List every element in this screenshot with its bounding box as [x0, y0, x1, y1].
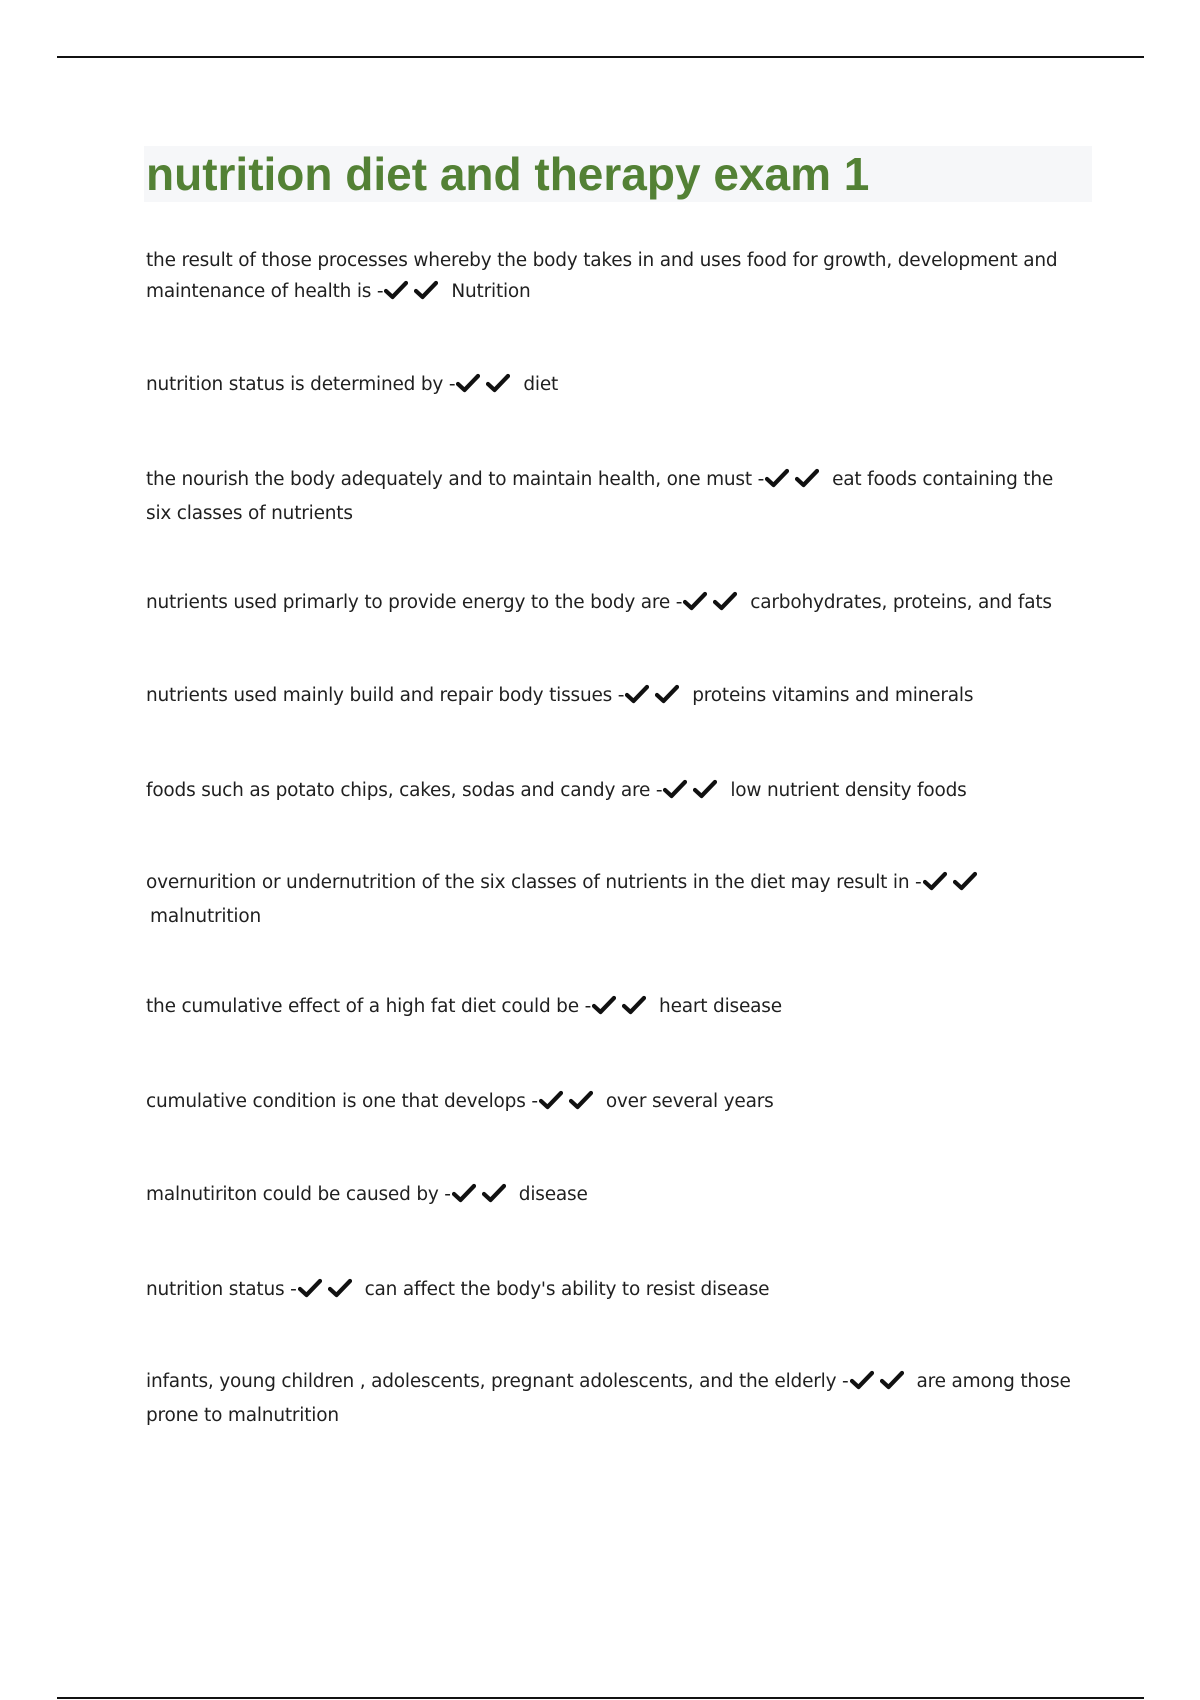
double-check-mark — [539, 1089, 599, 1120]
check-icon — [663, 779, 687, 799]
question-text: nutrition status is determined by — [146, 374, 444, 395]
check-icon — [539, 1090, 563, 1110]
qa-item — [146, 1366, 1076, 1431]
question-text: infants, young children , adolescents, pregnant adolescents, and the elderly — [146, 1371, 837, 1392]
answer-text: carbohydrates, proteins, and fats — [750, 592, 1052, 613]
double-check-mark — [765, 467, 825, 498]
separator: - — [443, 374, 456, 395]
separator: - — [909, 872, 922, 893]
answer-text: Nutrition — [451, 281, 531, 302]
double-check-mark — [625, 683, 685, 714]
double-check-mark — [850, 1369, 910, 1400]
answer-text: proteins vitamins and minerals — [692, 685, 974, 706]
answer-text: over several years — [605, 1091, 774, 1112]
separator: - — [650, 780, 663, 801]
qa-item — [146, 1179, 1076, 1213]
check-icon — [452, 1183, 476, 1203]
separator: - — [438, 1184, 451, 1205]
question-text: overnurition or undernutrition of the six classes of nutrients in the diet may result in — [146, 872, 910, 893]
double-check-mark — [592, 994, 652, 1025]
check-icon — [923, 871, 947, 891]
question-text: the result of those processes whereby the body takes in and uses food for growth, development and maintenance of health is — [146, 250, 1058, 302]
double-check-mark — [298, 1277, 358, 1308]
top-rule — [57, 56, 1144, 58]
question-text: nutrition status — [146, 1279, 285, 1300]
qa-item — [146, 245, 1076, 310]
question-text: cumulative condition is one that develops — [146, 1091, 526, 1112]
qa-item — [146, 587, 1076, 621]
separator: - — [578, 996, 592, 1017]
check-icon — [625, 684, 649, 704]
qa-item — [146, 775, 1076, 809]
qa-item — [146, 369, 1076, 403]
check-icon — [456, 373, 480, 393]
qa-item — [146, 1086, 1076, 1120]
check-icon — [953, 871, 977, 891]
check-icon — [384, 280, 408, 300]
separator: - — [751, 469, 765, 490]
double-check-mark — [384, 279, 444, 310]
separator: - — [284, 1279, 297, 1300]
check-icon — [569, 1090, 593, 1110]
separator: - — [371, 281, 384, 302]
check-icon — [592, 995, 616, 1015]
answer-text: are among those prone to malnutrition — [146, 1371, 1071, 1426]
bottom-rule — [57, 1697, 1144, 1699]
question-text: foods such as potato chips, cakes, sodas and candy are — [146, 780, 651, 801]
separator: - — [612, 685, 625, 706]
separator: - — [525, 1091, 538, 1112]
check-icon — [298, 1278, 322, 1298]
check-icon — [693, 779, 717, 799]
answer-text: low nutrient density foods — [730, 780, 967, 801]
qa-item — [146, 1274, 1076, 1308]
question-text: the nourish the body adequately and to maintain health, one must — [146, 469, 752, 490]
double-check-mark — [683, 590, 743, 621]
check-icon — [765, 468, 789, 488]
qa-item — [146, 867, 1076, 932]
check-icon — [683, 591, 707, 611]
check-icon — [486, 373, 510, 393]
check-icon — [795, 468, 819, 488]
check-icon — [328, 1278, 352, 1298]
check-icon — [850, 1370, 874, 1390]
qa-item — [146, 991, 1076, 1025]
double-check-mark — [663, 778, 723, 809]
answer-text: disease — [518, 1184, 588, 1205]
check-icon — [880, 1370, 904, 1390]
answer-text: malnutrition — [150, 906, 261, 927]
qa-item — [146, 680, 1076, 714]
answer-text: can affect the body's ability to resist disease — [364, 1279, 770, 1300]
double-check-mark — [923, 870, 983, 901]
check-icon — [622, 995, 646, 1015]
qa-item — [146, 464, 1076, 529]
check-icon — [655, 684, 679, 704]
question-text: nutrients used mainly build and repair body tissues — [146, 685, 613, 706]
double-check-mark — [452, 1182, 512, 1213]
document-title: nutrition diet and therapy exam 1 — [146, 148, 870, 200]
double-check-mark — [456, 372, 516, 403]
check-icon — [713, 591, 737, 611]
answer-text: diet — [523, 374, 559, 395]
question-text: malnutiriton could be caused by — [146, 1184, 439, 1205]
question-text: the cumulative effect of a high fat diet could be — [146, 996, 579, 1017]
separator: - — [836, 1371, 849, 1392]
check-icon — [414, 280, 438, 300]
separator: - — [670, 592, 683, 613]
check-icon — [482, 1183, 506, 1203]
answer-text: heart disease — [659, 996, 782, 1017]
answer-text: eat foods containing the six classes of nutrients — [146, 469, 1054, 524]
question-text: nutrients used primarly to provide energy to the body are — [146, 592, 671, 613]
